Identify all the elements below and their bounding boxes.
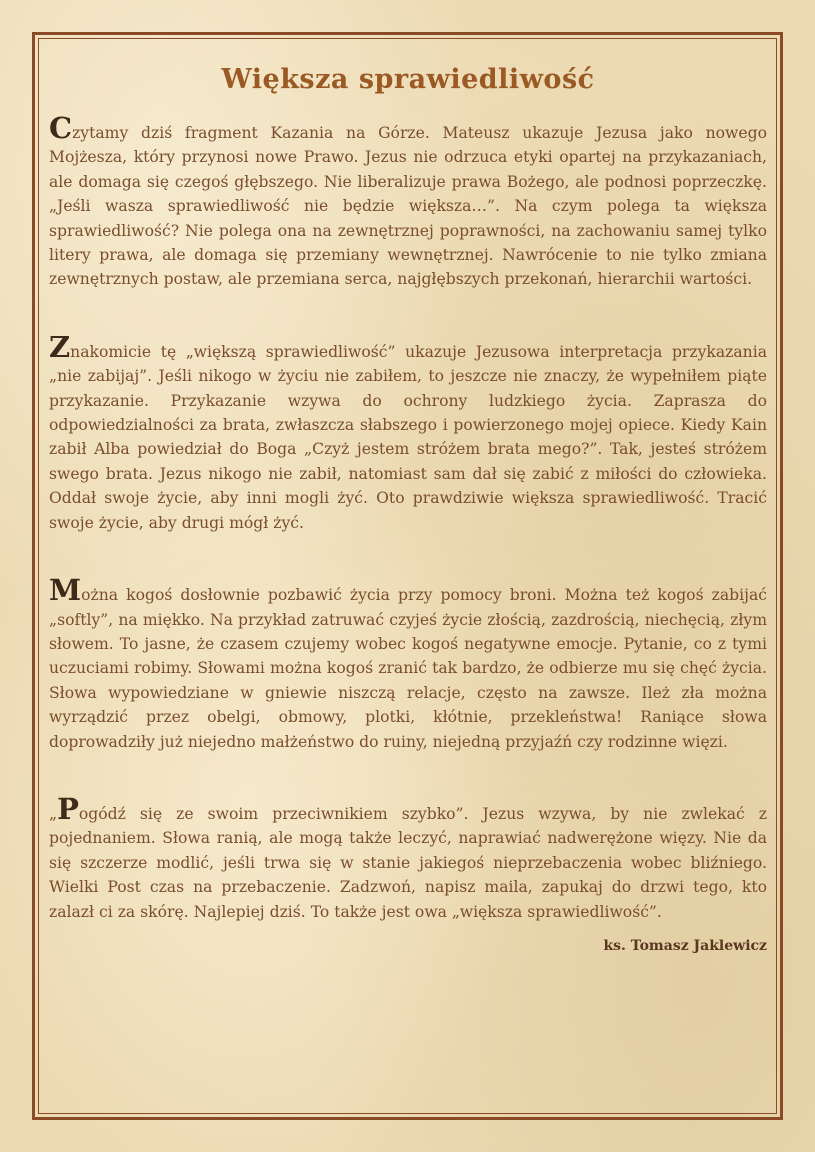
paragraph-3-initial: M [49, 573, 82, 608]
paragraph-4 [49, 791, 767, 924]
paragraph-2 [49, 329, 767, 535]
paragraph-3 [49, 573, 767, 754]
paragraph-2-text: nakomicie tę „większą sprawiedliwość” ukazuje Jezusowa interpretacja przykazania „nie zabijaj”. Jeśli nikogo w życiu nie zabiłem, to jeszcze nie znaczy, że wypełniłem piąte przykazanie. Przykazanie wzywa do ochrony ludzkiego życia. Zaprasza do odpowiedzialności za brata, zwłaszcza słabszego i powierzonego mojej opiece. Kiedy Kain zabił Alba powiedział do Boga „Czyż jestem stróżem brata mego?”. Tak, jesteś stróżem swego brata. Jezus nikogo nie zabił, natomiast sam dał się zabić z miłości do człowieka. Oddał swoje życie, aby inni mogli żyć. Oto prawdziwie większa sprawiedliwość. Tracić swoje życie, aby drugi mógł żyć. [49, 342, 767, 532]
paragraph-1-initial: C [49, 111, 73, 145]
article-title: Większa sprawiedliwość [221, 64, 595, 95]
article [49, 58, 767, 954]
paragraph-3-text: ożna kogoś dosłownie pozbawić życia przy pomocy broni. Można też kogoś zabijać „softly”, na miękko. Na przykład zatruwać czyjeś życie złością, zazdrością, niechęcią, złym słowem. To jasne, że czasem czujemy wobec kogoś negatywne emocje. Pytanie, co z tymi uczuciami robimy. Słowami można kogoś zranić tak bardzo, że odbierze mu się chęć życia. Słowa wypowiedziane w gniewie niszczą relacje, często na zawsze. Ileż zła można wyrządzić przez obelgi, obmowy, plotki, kłótnie, przekleństwa! Raniące słowa doprowadziły już niejedno małżeństwo do ruiny, niejedną przyjaźń czy rodzinne więzi. [49, 586, 767, 751]
paragraph-4-lead: „ [49, 804, 58, 823]
author-signature: ks. Tomasz Jaklewicz [603, 937, 767, 954]
paragraph-4-text: ogódź się ze swoim przeciwnikiem szybko”. Jezus wzywa, by nie zwlekać z pojednaniem. Słowa ranią, ale mogą także leczyć, naprawiać nadwerężone więzy. Nie da się szczerze modlić, jeśli trwa się w stanie jakiegoś nieprzebaczenia wobec bliźniego. Wielki Post czas na przebaczenie. Zadzwoń, napisz maila, zapukaj do drzwi tego, kto zalazł ci za skórę. Najlepiej dziś. To także jest owa „większa sprawiedliwość”. [49, 804, 767, 921]
paragraph-1-text: zytamy dziś fragment Kazania na Górze. Mateusz ukazuje Jezusa jako nowego Mojżesza, który przynosi nowe Prawo. Jezus nie odrzuca etyki opartej na przykazaniach, ale domaga się czegoś głębszego. Nie liberalizuje prawa Bożego, ale podnosi poprzeczkę. „Jeśli wasza sprawiedliwość nie będzie większa…”. Na czym polega ta większa sprawiedliwość? Nie polega ona na zewnętrznej poprawności, na zachowaniu samej tylko litery prawa, ale domaga się przemiany wewnętrznej. Nawrócenie to nie tylko zmiana zewnętrznych postaw, ale przemiana serca, najgłębszych przekonań, hierarchii wartości. [49, 124, 767, 289]
paragraph-1 [49, 111, 767, 292]
paragraph-2-initial: Z [49, 329, 71, 364]
paragraph-4-initial: P [57, 791, 79, 826]
